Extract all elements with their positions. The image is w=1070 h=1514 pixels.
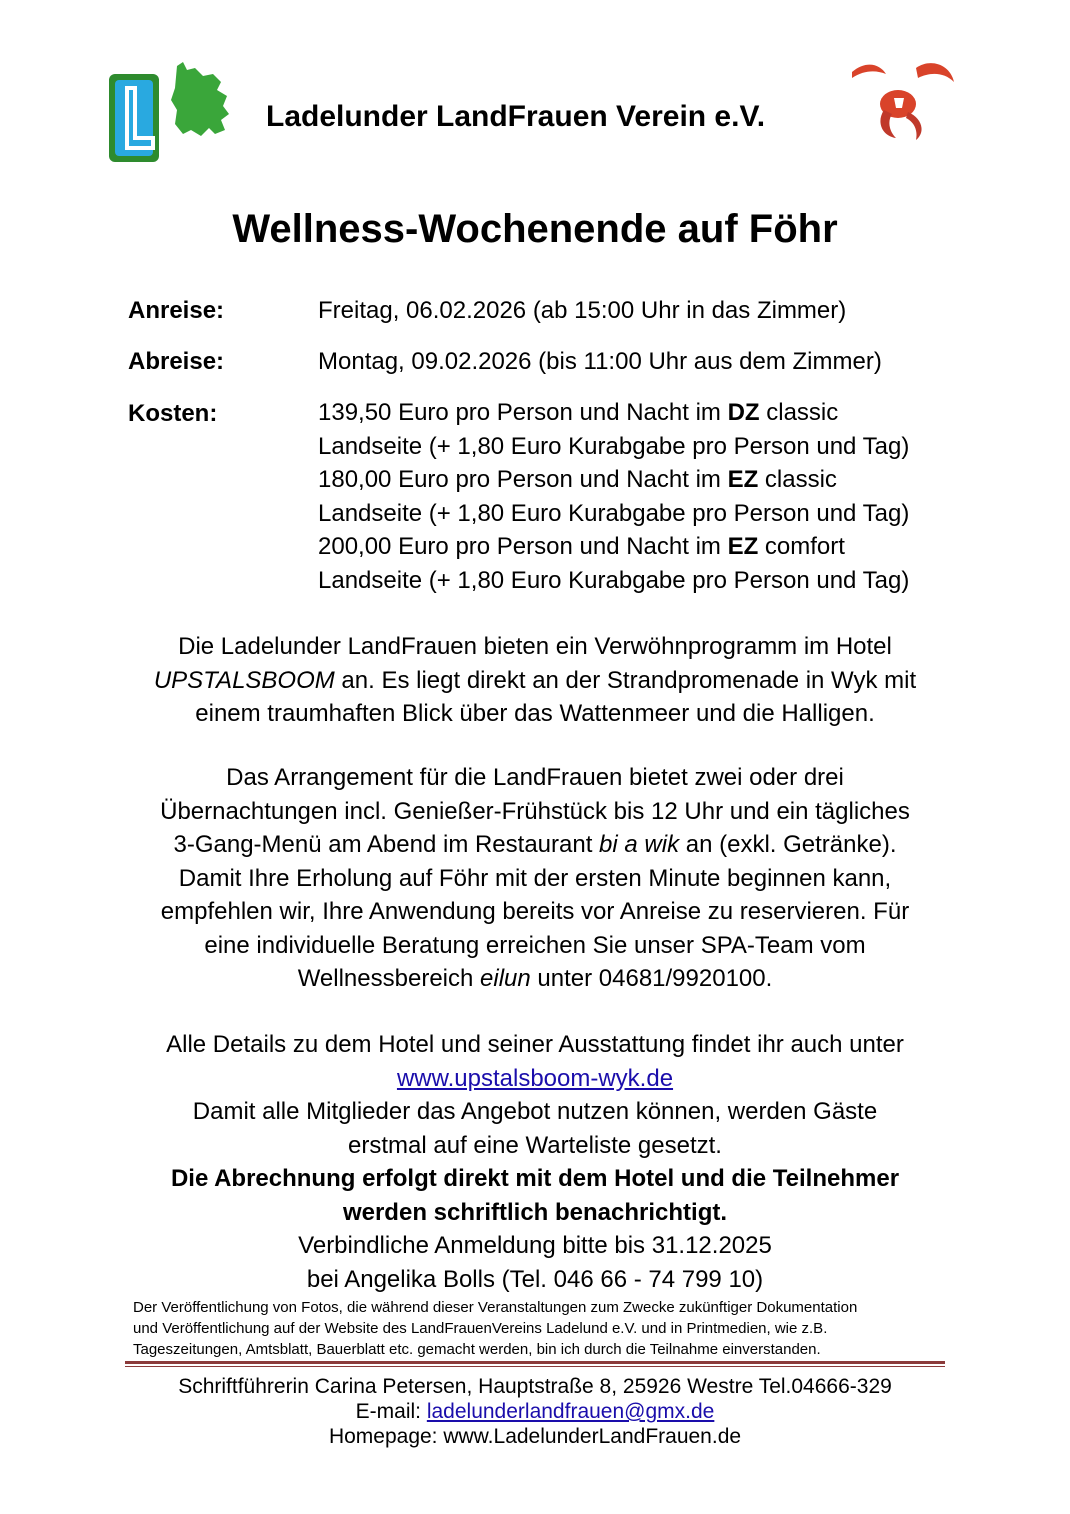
footer: Schriftführerin Carina Petersen, Hauptstraße 8, 25926 Westre Tel.04666-329 E-mail: ladelunderlandfrauen@gmx.de Homepage: www.LadelunderLandFrauen.de [0, 1374, 1070, 1449]
cost-line-detail: Landseite (+ 1,80 Euro Kurabgabe pro Person und Tag) [318, 499, 910, 527]
cost-line: 200,00 Euro pro Person und Nacht im EZ comfort [318, 533, 845, 560]
cost-line: 139,50 Euro pro Person und Nacht im DZ classic [318, 399, 839, 426]
restaurant-name: bi a wik [599, 831, 680, 858]
registration-contact: bei Angelika Bolls (Tel. 046 66 - 74 799 10) [306, 1265, 764, 1293]
footer-divider-thin [125, 1366, 945, 1367]
cost-list [318, 396, 909, 597]
departure-label: Abreise: [128, 348, 225, 375]
arrival-value: Freitag, 06.02.2026 (ab 15:00 Uhr in das Zimmer) [318, 297, 847, 324]
photo-disclaimer: Der Veröffentlichung von Fotos, die während dieser Veranstaltungen zum Zwecke zukünftiger Dokumentation und Veröffentlichung auf der Website des LandFrauenVereins Ladelund e.V. und in Printmedien, wie z.B. Tageszeitungen, Amtsblatt, Bauerblatt etc. gemacht werden, bin ich durch die Teilnahme einverstanden. [133, 1299, 858, 1358]
wellness-name: eilun [480, 965, 531, 992]
billing-note: Die Abrechnung erfolgt direkt mit dem Hotel und die Teilnehmer [170, 1165, 900, 1192]
departure-value: Montag, 09.02.2026 (bis 11:00 Uhr aus dem Zimmer) [318, 348, 882, 375]
billing-note-2: werden schriftlich benachrichtigt. [342, 1198, 728, 1226]
footer-divider [125, 1361, 945, 1364]
cost-line-detail: Landseite (+ 1,80 Euro Kurabgabe pro Person und Tag) [318, 432, 910, 460]
hotel-name: UPSTALSBOOM [153, 666, 335, 694]
details-paragraph: Alle Details zu dem Hotel und seiner Ausstattung findet ihr auch unter www.upstalsboom-wyk.de Damit alle Mitglieder das Angebot nutzen können, werden Gäste erstmal auf eine Warteliste gesetzt. Die Abrechnung erfolgt direkt mit dem Hotel und die Teilnehmer werden schriftlich benachrichtigt. Verbindliche Anmeldung bitte bis 31.12.2025 bei Angelika Bolls (Tel. 046 66 - 74 799 10) [0, 1028, 1070, 1296]
hotel-website-link[interactable]: www.upstalsboom-wyk.de [396, 1064, 674, 1092]
cost-line: 180,00 Euro pro Person und Nacht im EZ classic [318, 466, 837, 493]
page-title: Wellness-Wochenende auf Föhr [232, 207, 838, 251]
arrival-label: Anreise: [128, 297, 225, 324]
homepage: Homepage: www.LadelunderLandFrauen.de [328, 1425, 742, 1448]
email-link[interactable]: ladelunderlandfrauen@gmx.de [426, 1400, 715, 1423]
registration-deadline: Verbindliche Anmeldung bitte bis 31.12.2025 [298, 1232, 772, 1259]
cost-label: Kosten: [128, 400, 218, 427]
cost-line-detail: Landseite (+ 1,80 Euro Kurabgabe pro Person und Tag) [318, 566, 910, 594]
intro-paragraph: Die Ladelunder LandFrauen bieten ein Verwöhnprogramm im Hotel UPSTALSBOOM an. Es liegt direkt an der Strandpromenade in Wyk mit einem traumhaften Blick über das Wattenmeer und die Halligen. [153, 633, 917, 727]
ladelunder-logo [105, 60, 233, 168]
bee-logo-icon [846, 60, 958, 142]
org-name: Ladelunder LandFrauen Verein e.V. [266, 100, 766, 133]
secretary-address: Schriftführerin Carina Petersen, Hauptstraße 8, 25926 Westre Tel.04666-329 [178, 1375, 892, 1398]
arrangement-paragraph: Das Arrangement für die LandFrauen bietet zwei oder drei Übernachtungen incl. Genießer-Frühstück bis 12 Uhr und ein tägliches 3-Gang-Menü am Abend im Restaurant bi a wik an (exkl. Getränke). Damit Ihre Erholung auf Föhr mit der ersten Minute beginnen kann, empfehlen wir, Ihre Anwendung bereits vor Anreise zu reservieren. Für eine individuelle Beratung erreichen Sie unser SPA-Team vom Wellnessbereich eilun unter 04681/9920100. [160, 764, 910, 992]
